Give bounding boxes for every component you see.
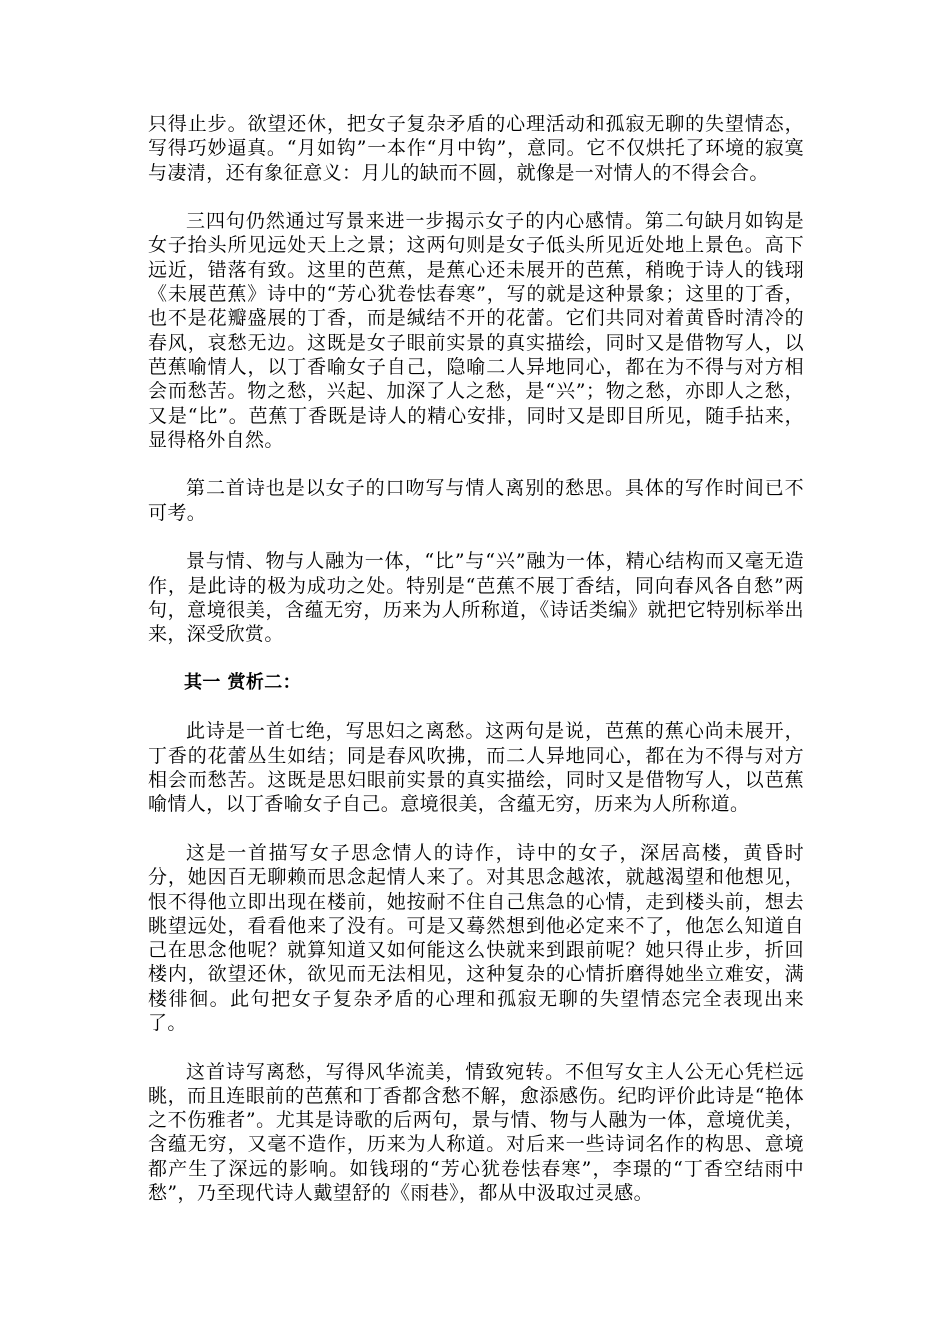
paragraph-appreciation-3: 这首诗写离愁，写得风华流美，情致宛转。不但写女主人公无心凭栏远眺，而且连眼前的芭蕉和丁香都含愁不解，愈添感伤。纪昀评价此诗是“艳体之不伤雅者”。尤其是诗歌的后两句，景与情、物与人融为一体，意境优美，含蕴无穷，又毫不造作，历来为人称道。对后来一些诗词名作的构思、意境都产生了深远的影响。如钱珝的“芳心犹卷怯春寒”，李璟的“丁香空结雨中愁”，乃至现代诗人戴望舒的《雨巷》，都从中汲取过灵感。 xyxy=(148,1060,804,1205)
paragraph-continuation: 只得止步。欲望还休，把女子复杂矛盾的心理活动和孤寂无聊的失望情态，写得巧妙逼真。“月如钩”一本作“月中钩”，意同。它不仅烘托了环境的寂寞与凄清，还有象征意义：月儿的缺而不圆，就像是一对情人的不得会合。 xyxy=(148,113,804,184)
paragraph-summary: 景与情、物与人融为一体，“比”与“兴”融为一体，精心结构而又毫无造作，是此诗的极为成功之处。特别是“芭蕉不展丁香结，同向春风各自愁”两句，意境很美，含蕴无穷，历来为人所称道，《诗话类编》就把它特别标举出来，深受欣赏。 xyxy=(148,550,804,646)
paragraph-appreciation-1: 此诗是一首七绝，写思妇之离愁。这两句是说，芭蕉的蕉心尚未展开，丁香的花蕾丛生如结；同是春风吹拂，而二人异地同心，都在为不得与对方相会而愁苦。这既是思妇眼前实景的真实描绘，同时又是借物写人，以芭蕉喻情人，以丁香喻女子自己。意境很美，含蕴无穷，历来为人所称道。 xyxy=(148,720,804,816)
paragraph-analysis-lines-3-4: 三四句仍然通过写景来进一步揭示女子的内心感情。第二句缺月如钩是女子抬头所见远处天上之景；这两句则是女子低头所见近处地上景色。高下远近，错落有致。这里的芭蕉，是蕉心还未展开的芭蕉，稍晚于诗人的钱珝《未展芭蕉》诗中的“芳心犹卷怯春寒”，写的就是这种景象；这里的丁香，也不是花瓣盛展的丁香，而是缄结不开的花蕾。它们共同对着黄昏时清冷的春风，哀愁无边。这既是女子眼前实景的真实描绘，同时又是借物写人，以芭蕉喻情人，以丁香喻女子自己，隐喻二人异地同心，都在为不得与对方相会而愁苦。物之愁，兴起、加深了人之愁，是“兴”；物之愁，亦即人之愁，又是“比”。芭蕉丁香既是诗人的精心安排，同时又是即目所见，随手拈来，显得格外自然。 xyxy=(148,210,804,451)
paragraph-second-poem: 第二首诗也是以女子的口吻写与情人离别的愁思。具体的写作时间已不可考。 xyxy=(148,477,804,524)
section-heading: 其一 赏析二： xyxy=(184,671,302,693)
document-page xyxy=(148,112,804,1230)
paragraph-appreciation-2: 这是一首描写女子思念情人的诗作，诗中的女子，深居高楼，黄昏时分，她因百无聊赖而思念起情人来了。对其思念越浓，就越渴望和他想见，恨不得他立即出现在楼前，她按耐不住自己焦急的心情，走到楼头前，想去眺望远处，看看他来了没有。可是又蓦然想到他必定来不了，他怎么知道自己在思念他呢？就算知道又如何能这么快就来到跟前呢？她只得止步，折回楼内，欲望还休，欲见而无法相见，这种复杂的心情折磨得她坐立难安，满楼徘徊。此句把女子复杂矛盾的心理和孤寂无聊的失望情态完全表现出来了。 xyxy=(148,841,804,1034)
